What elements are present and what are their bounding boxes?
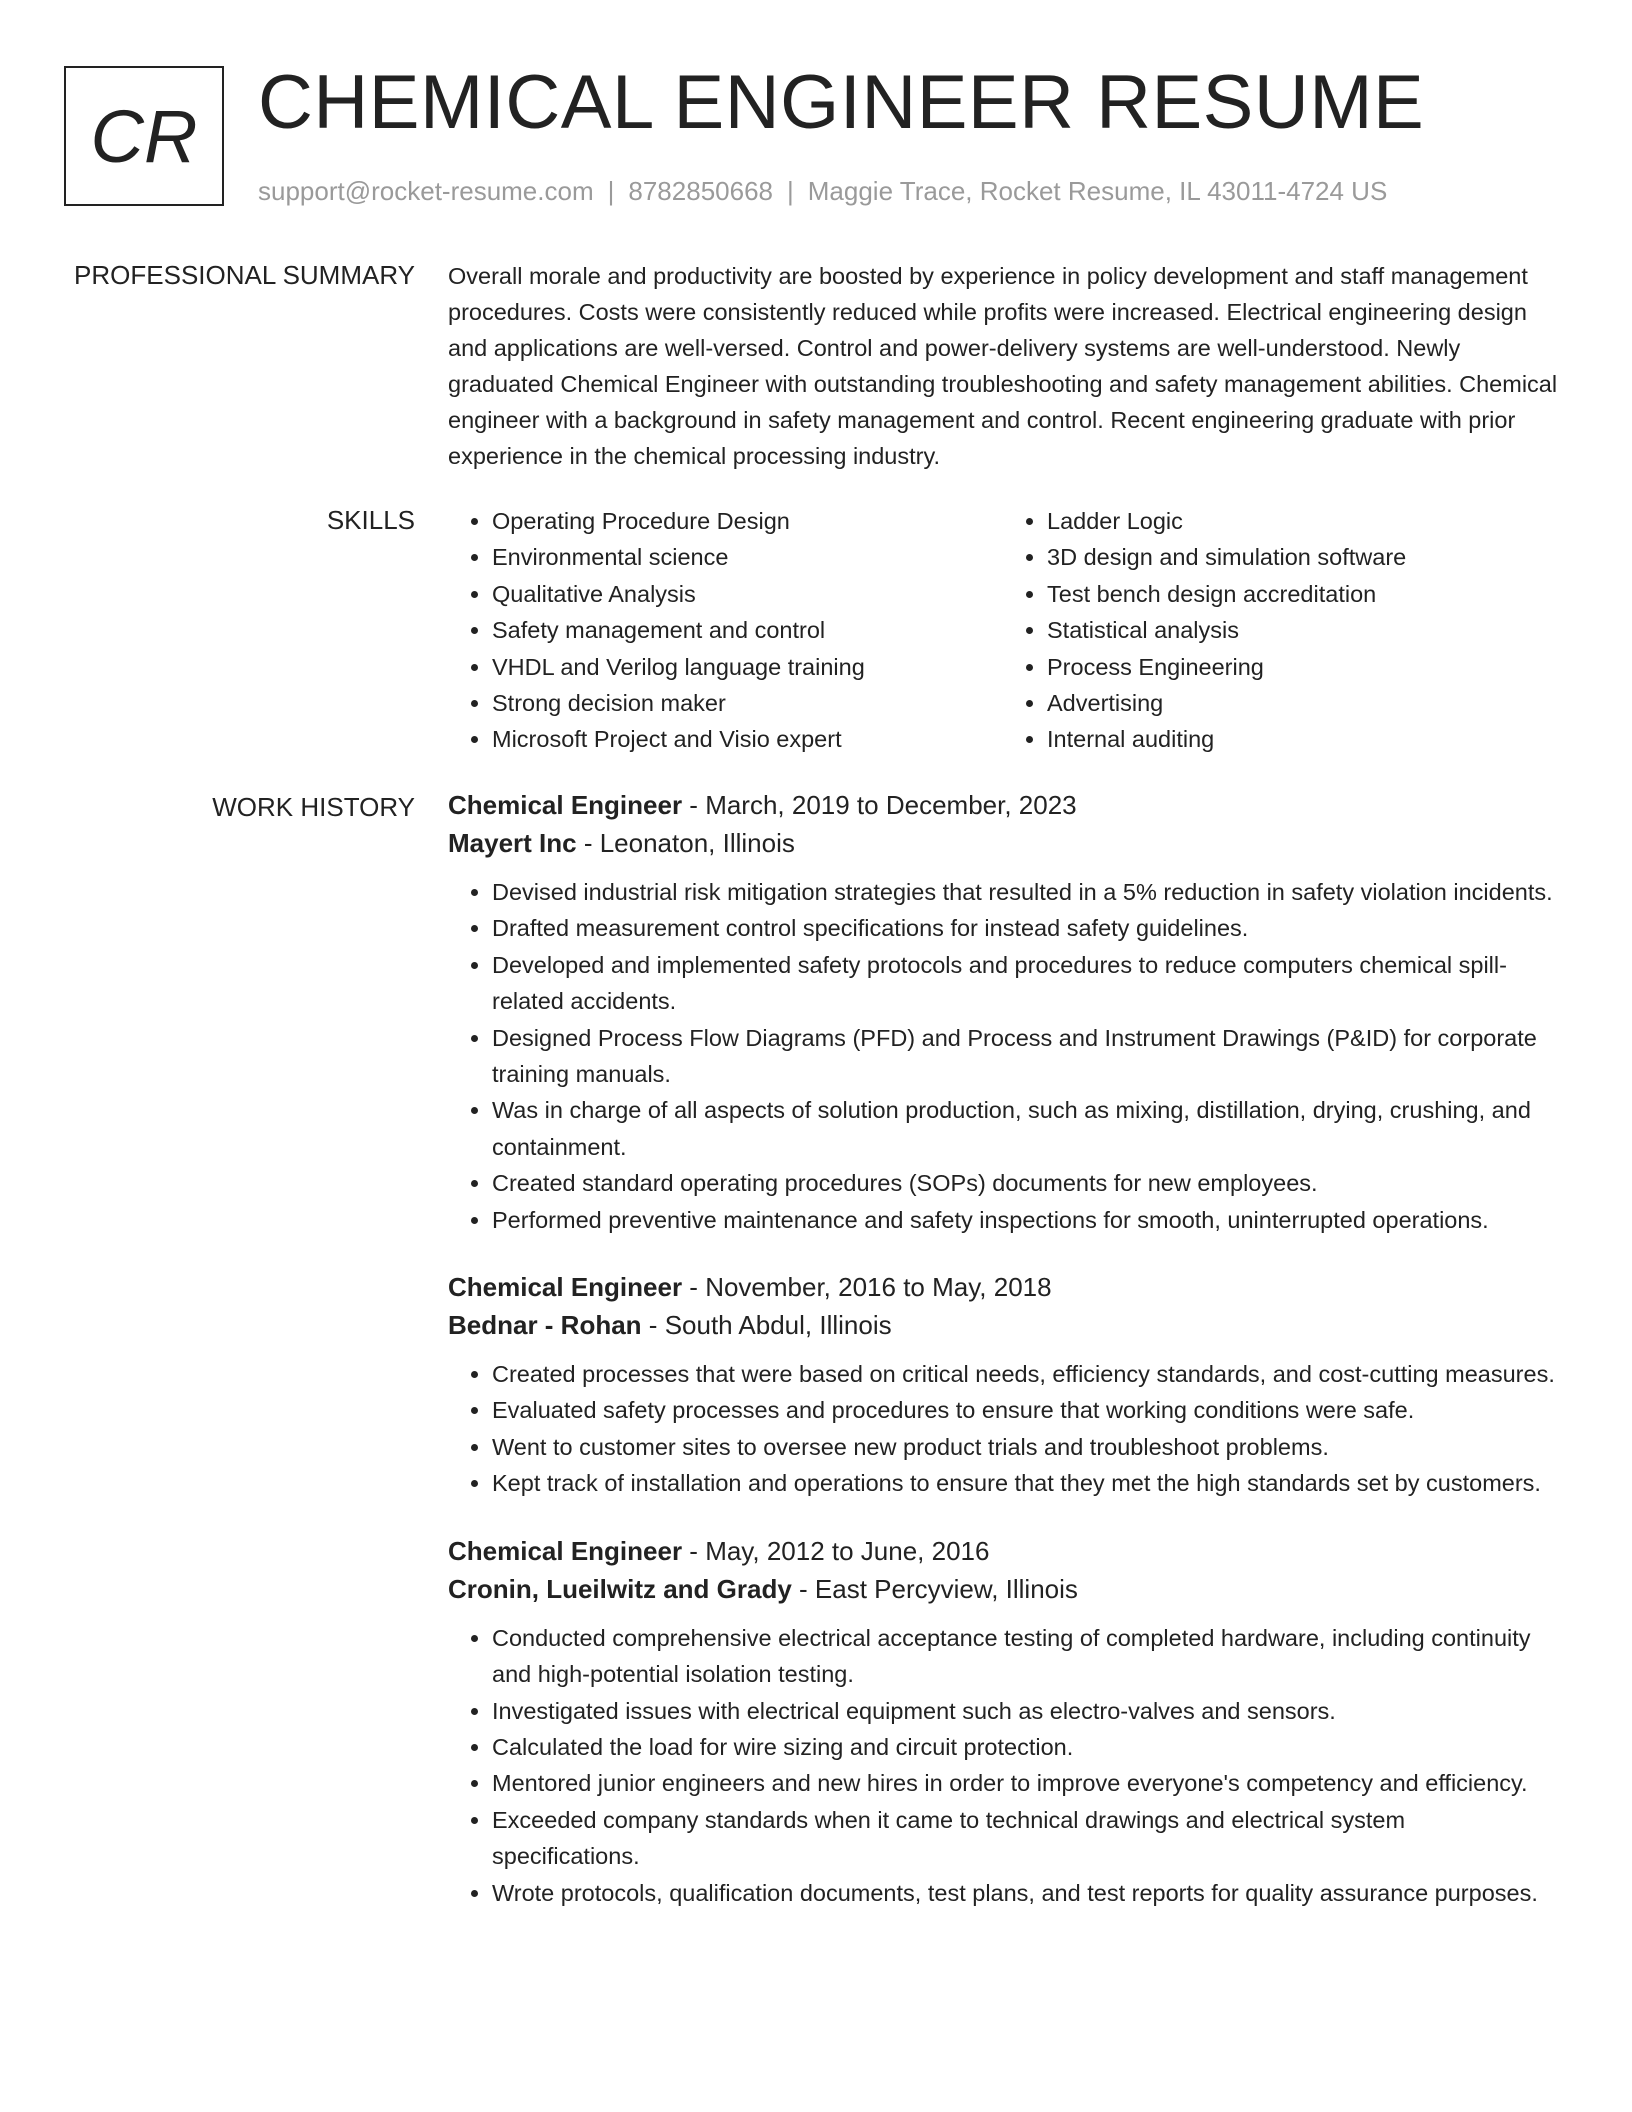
job-dates: November, 2016 to May, 2018 [705,1272,1052,1303]
skill-item: • Operating Procedure Design [492,503,1003,539]
work-body [448,786,1558,1941]
skill-item: • 3D design and simulation software [1047,539,1558,575]
job-company: Cronin, Lueilwitz and Grady [448,1573,792,1604]
duty-item: • Investigated issues with electrical equipment such as electro-valves and sensors. [492,1693,1558,1729]
skills-list-left [448,503,1003,758]
job-title-line [448,1532,1558,1570]
job-company: Bednar - Rohan [448,1310,642,1341]
job-entry [448,1532,1558,1911]
job-dash: - [791,1573,815,1604]
resume-title: CHEMICAL ENGINEER RESUME [258,60,1425,145]
job-dates: March, 2019 to December, 2023 [705,790,1077,820]
skill-item: • Statistical analysis [1047,612,1558,648]
summary-text: Overall morale and productivity are boosted by experience in policy development and staff management procedures. Costs were consistently reduced while profits were increased. Electrical engineering design and applications are well-versed. Control and power-delivery systems are well-understood. Newly graduated Chemical Engineer with outstanding troubleshooting and safety management abilities. Chemical engineer with a background in safety management and control. Recent engineering graduate with prior experience in the chemical processing industry. [448,263,1558,469]
duty-item: • Performed preventive maintenance and safety inspections for smooth, uninterrupted operations. [492,1202,1558,1238]
duty-item: • Calculated the load for wire sizing and circuit protection. [492,1729,1558,1765]
job-entry [448,786,1558,1238]
job-title-line [448,1268,1558,1306]
duty-item: • Created processes that were based on critical needs, efficiency standards, and cost-cutting measures. [492,1356,1558,1392]
monogram-initials: CR [90,94,198,178]
job-company-line [448,824,1558,862]
duty-item: • Conducted comprehensive electrical acceptance testing of completed hardware, including continuity and high-potential isolation testing. [492,1620,1558,1693]
contact-separator: | [607,176,615,206]
skills-heading: SKILLS [326,505,415,535]
contact-separator: | [787,176,794,206]
job-company: Mayert Inc [448,828,577,858]
skill-item: • Microsoft Project and Visio expert [492,721,1003,757]
contact-email[interactable]: support@rocket-resume.com [258,176,594,206]
job-entry [448,1268,1558,1502]
job-title: Chemical Engineer [448,790,683,820]
duty-item: • Devised industrial risk mitigation strategies that resulted in a 5% reduction in safety violation incidents. [492,874,1558,910]
job-company-line [448,1570,1558,1608]
work-heading: WORK HISTORY [212,792,415,822]
job-title: Chemical Engineer [448,1272,683,1303]
job-title: Chemical Engineer [448,1535,683,1566]
job-dates: May, 2012 to June, 2016 [705,1535,990,1566]
skill-item: • Safety management and control [492,612,1003,648]
skill-item: • Test bench design accreditation [1047,576,1558,612]
duty-item: • Mentored junior engineers and new hires in order to improve everyone's competency and efficiency. [492,1765,1558,1801]
duty-item: • Designed Process Flow Diagrams (PFD) and Process and Instrument Drawings (P&ID) for corporate training manuals. [492,1020,1558,1093]
skill-item: • VHDL and Verilog language training [492,649,1003,685]
skill-item: • Qualitative Analysis [492,576,1003,612]
job-dash: - [682,1272,706,1303]
duty-item: • Was in charge of all aspects of solution production, such as mixing, distillation, drying, crushing, and containment. [492,1092,1558,1165]
skill-item: • Internal auditing [1047,721,1558,757]
summary-heading: PROFESSIONAL SUMMARY [74,260,415,290]
duty-item: • Went to customer sites to oversee new product trials and troubleshoot problems. [492,1429,1558,1465]
skill-item: • Environmental science [492,539,1003,575]
duty-item: • Wrote protocols, qualification documents, test plans, and test reports for quality assurance purposes. [492,1875,1558,1911]
job-company-line [448,1306,1558,1344]
skill-item: • Strong decision maker [492,685,1003,721]
job-dash: - [576,828,600,858]
duty-item: • Exceeded company standards when it came to technical drawings and electrical system specifications. [492,1802,1558,1875]
duty-item: • Created standard operating procedures (SOPs) documents for new employees. [492,1165,1558,1201]
job-dash: - [682,790,706,820]
monogram-box [64,66,224,206]
job-dash: - [641,1310,665,1341]
duty-item: • Drafted measurement control specifications for instead safety guidelines. [492,910,1558,946]
duty-item: • Developed and implemented safety protocols and procedures to reduce computers chemical spill-related accidents. [492,947,1558,1020]
job-dash: - [682,1535,706,1566]
job-title-line [448,786,1558,824]
job-duties [448,874,1558,1238]
contact-address: Maggie Trace, Rocket Resume, IL 43011-4724 US [807,176,1388,206]
contact-phone[interactable]: 8782850668 [628,176,773,206]
contact-line [258,174,1387,208]
skill-item: • Advertising [1047,685,1558,721]
duty-item: • Evaluated safety processes and procedures to ensure that working conditions were safe. [492,1392,1558,1428]
job-location: Leonaton, Illinois [599,828,795,858]
skills-body [448,503,1558,758]
job-duties [448,1356,1558,1502]
duty-item: • Kept track of installation and operations to ensure that they met the high standards set by customers. [492,1465,1558,1501]
job-location: East Percyview, Illinois [814,1573,1078,1604]
skill-item: • Ladder Logic [1047,503,1558,539]
job-location: South Abdul, Illinois [664,1310,892,1341]
skill-item: • Process Engineering [1047,649,1558,685]
job-duties [448,1620,1558,1911]
skills-list-right [1003,503,1558,758]
summary-body [448,258,1558,474]
